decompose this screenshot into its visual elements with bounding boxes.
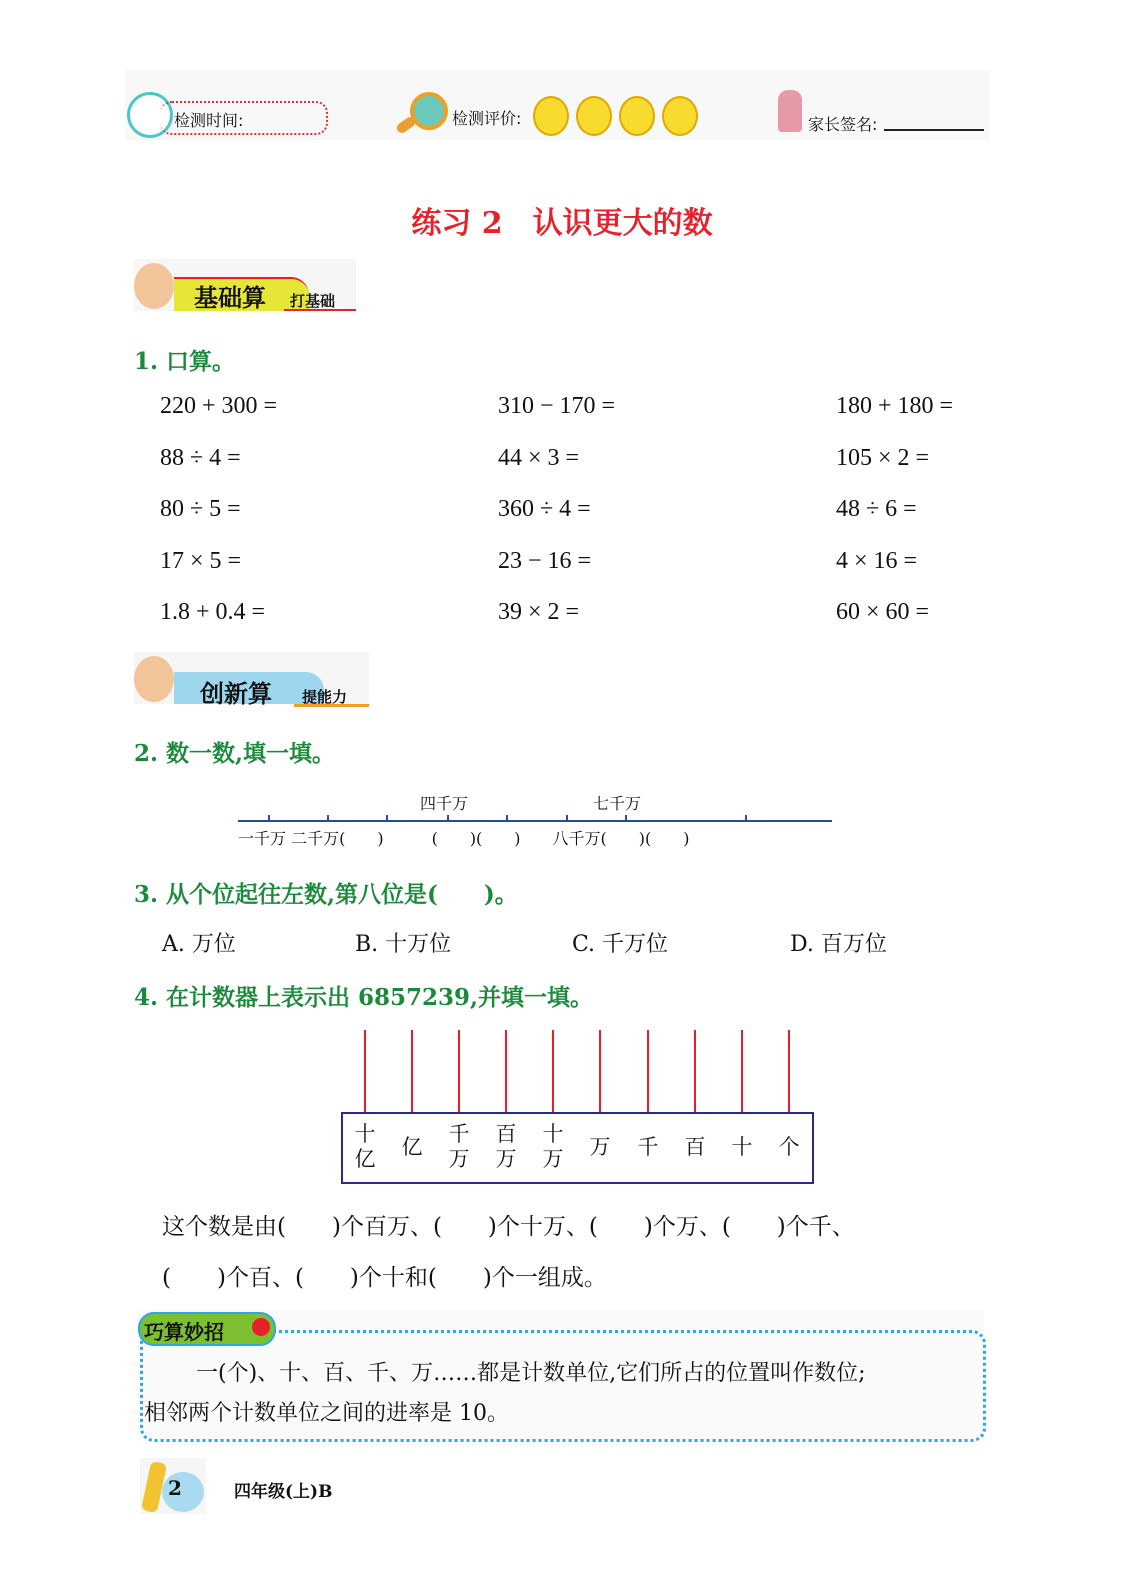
- tip-line-2: 相邻两个计数单位之间的进率是 10。: [144, 1401, 509, 1426]
- page-number-badge: [140, 1458, 206, 1514]
- abacus-place-label: 千: [637, 1135, 659, 1159]
- number-line-tick: [447, 815, 449, 822]
- abacus-place-label: 十: [731, 1135, 753, 1159]
- number-line-tick: [745, 815, 747, 822]
- abacus-rod[interactable]: [599, 1030, 601, 1112]
- abacus-rod[interactable]: [411, 1030, 413, 1112]
- q1-problem[interactable]: 80 ÷ 5 =: [160, 496, 241, 522]
- banner-innovate-title: 创新算: [200, 679, 272, 708]
- q1-problem[interactable]: 48 ÷ 6 =: [836, 496, 917, 522]
- abacus-rod[interactable]: [552, 1030, 554, 1112]
- parent-label: 家长签名:: [808, 115, 878, 134]
- signature-line[interactable]: [884, 129, 984, 131]
- q4-title: 4. 在计数器上表示出 6857239,并填一填。: [134, 984, 594, 1011]
- girl-icon: [778, 90, 802, 132]
- q1-problem[interactable]: 310 − 170 =: [498, 393, 616, 419]
- abacus-place-label: 十万: [542, 1122, 564, 1171]
- q2-title: 2. 数一数,填一填。: [134, 740, 336, 767]
- grinning-face-icon[interactable]: [576, 96, 612, 136]
- q1-problem[interactable]: 23 − 16 =: [498, 547, 592, 574]
- number-line-tick: [268, 815, 270, 822]
- number-line-tick: [506, 815, 508, 822]
- page-title: 练习 2 认识更大的数: [411, 206, 713, 241]
- q3-option-a[interactable]: A. 万位: [162, 932, 236, 957]
- magnifier-icon: [410, 92, 448, 130]
- q3-option-b[interactable]: B. 十万位: [355, 932, 452, 957]
- banner-basic: [134, 259, 356, 311]
- q1-problem[interactable]: 4 × 16 =: [836, 547, 918, 574]
- abacus-rod[interactable]: [741, 1030, 743, 1112]
- tip-box: [138, 1310, 984, 1440]
- laughing-face-icon[interactable]: [533, 96, 569, 136]
- abacus-place-label: 万: [589, 1135, 611, 1159]
- abacus-place-label: 千万: [448, 1122, 470, 1171]
- banner-innovate: [134, 652, 369, 708]
- worried-face-icon[interactable]: [619, 96, 655, 136]
- piggy-icon: [252, 1318, 270, 1336]
- q1-problem[interactable]: 1.8 + 0.4 =: [160, 599, 266, 625]
- q3-option-c[interactable]: C. 千万位: [572, 932, 669, 957]
- abacus-rod[interactable]: [694, 1030, 696, 1112]
- number-line-tick: [566, 815, 568, 822]
- abacus-rod[interactable]: [788, 1030, 790, 1112]
- eval-label: 检测评价:: [452, 109, 522, 128]
- girl-mascot-icon: [134, 263, 174, 309]
- q3-option-d[interactable]: D. 百万位: [790, 932, 887, 957]
- abacus-place-label: 百万: [495, 1122, 517, 1171]
- q1-problem[interactable]: 88 ÷ 4 =: [160, 444, 241, 471]
- tip-line-1: 一(个)、十、百、千、万……都是计数单位,它们所占的位置叫作数位;: [196, 1361, 866, 1386]
- q1-title: 1. 口算。: [134, 348, 236, 375]
- number-line-tick: [327, 815, 329, 822]
- abacus-place-label: 十亿: [354, 1122, 376, 1171]
- q1-problem[interactable]: 44 × 3 =: [498, 444, 580, 471]
- crying-face-icon[interactable]: [662, 96, 698, 136]
- banner-innovate-sub: 提能力: [302, 688, 348, 706]
- q1-problem[interactable]: 220 + 300 =: [160, 393, 278, 419]
- abacus-place-label: 个: [778, 1135, 800, 1159]
- number-line-label: 七千万: [593, 794, 642, 813]
- time-label: 检测时间:: [174, 111, 244, 130]
- q1-problem[interactable]: 360 ÷ 4 =: [498, 496, 591, 522]
- q3-title: 3. 从个位起往左数,第八位是( )。: [134, 881, 518, 908]
- number-line-tick: [625, 815, 627, 822]
- q4-fill-line-1[interactable]: 这个数是由( )个百万、( )个十万、( )个万、( )个千、: [162, 1214, 855, 1240]
- number-line-tick: [386, 815, 388, 822]
- abacus-rod[interactable]: [647, 1030, 649, 1112]
- q1-problem[interactable]: 17 × 5 =: [160, 547, 242, 574]
- abacus-rod[interactable]: [458, 1030, 460, 1112]
- q4-fill-line-2[interactable]: ( )个百、( )个十和( )个一组成。: [162, 1265, 607, 1291]
- grade-label: 四年级(上)B: [234, 1482, 333, 1502]
- banner-basic-title: 基础算: [194, 283, 266, 312]
- abacus-place-label: 百: [684, 1135, 706, 1159]
- abacus-place-label: 亿: [401, 1135, 423, 1159]
- q1-problem[interactable]: 60 × 60 =: [836, 599, 930, 625]
- q1-problem[interactable]: 105 × 2 =: [836, 444, 930, 471]
- tip-label: 巧算妙招: [144, 1320, 224, 1344]
- page-number: 2: [168, 1476, 182, 1500]
- q1-problem[interactable]: 39 × 2 =: [498, 599, 580, 625]
- banner-basic-sub: 打基础: [290, 292, 336, 310]
- boy-mascot-icon: [134, 656, 174, 702]
- abacus-rod[interactable]: [505, 1030, 507, 1112]
- number-line-label: 四千万: [420, 794, 469, 813]
- number-line-blanks[interactable]: 一千万 二千万( ) ( )( ) 八千万( )( ): [238, 829, 690, 848]
- abacus-rod[interactable]: [364, 1030, 366, 1112]
- q1-problem[interactable]: 180 + 180 =: [836, 393, 954, 419]
